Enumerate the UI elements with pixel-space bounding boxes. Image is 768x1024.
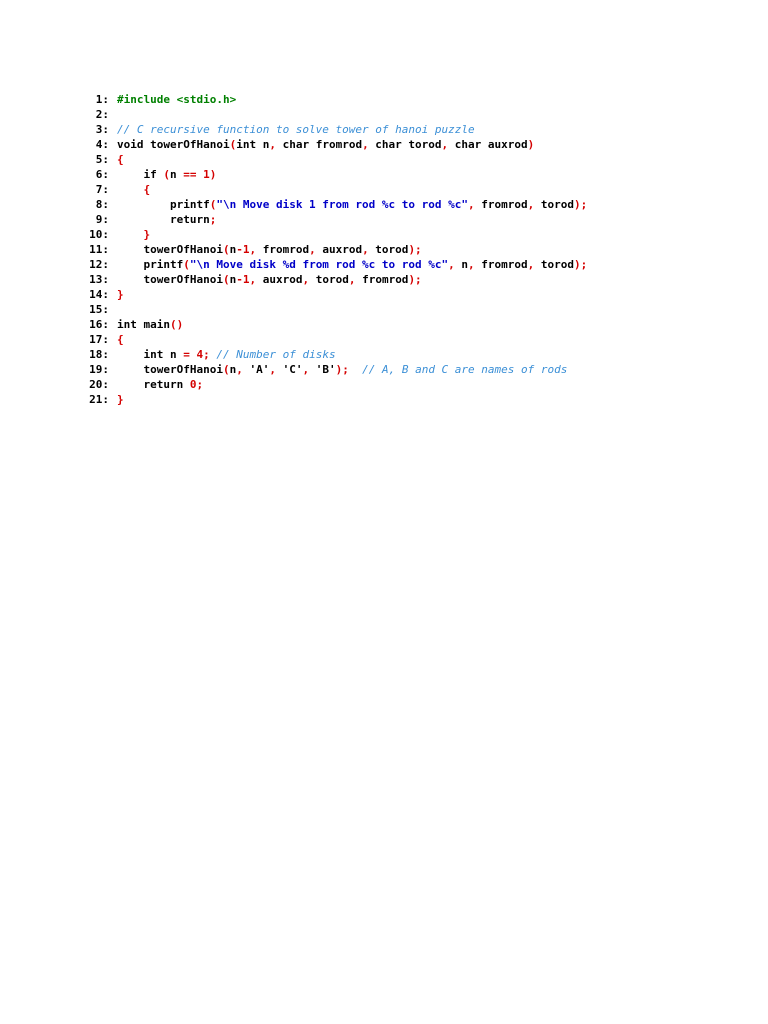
code-token: ( <box>183 258 190 271</box>
code-line <box>85 92 725 107</box>
line-number: 19: <box>89 363 109 376</box>
code-token: { <box>117 333 124 346</box>
code-token: if <box>117 168 164 181</box>
code-token: ); <box>335 363 349 376</box>
code-text <box>117 317 183 332</box>
line-number: 14: <box>89 288 109 301</box>
code-token: { <box>143 183 151 196</box>
code-token <box>117 183 144 196</box>
code-token: , <box>302 273 310 286</box>
code-token: - <box>236 243 243 256</box>
code-text <box>117 197 587 212</box>
line-number: 3: <box>95 123 109 136</box>
code-token: } <box>117 393 124 406</box>
code-text <box>117 287 124 302</box>
line-number: 20: <box>89 378 109 391</box>
code-line <box>85 302 725 317</box>
code-token: , <box>269 138 276 151</box>
code-token: fromrod <box>355 273 409 286</box>
code-line <box>85 182 725 197</box>
line-number: 4: <box>95 138 109 151</box>
code-token: fromrod <box>474 198 528 211</box>
code-token: char fromrod <box>275 138 363 151</box>
code-token: , <box>448 258 455 271</box>
code-text <box>117 227 150 242</box>
code-token: } <box>143 228 151 241</box>
code-token: auxrod <box>256 273 303 286</box>
code-token: ) <box>209 168 217 181</box>
code-line <box>85 347 725 362</box>
code-token: , <box>468 258 475 271</box>
code-token: 1 <box>242 273 250 286</box>
code-text <box>117 167 216 182</box>
code-token: ); <box>574 258 588 271</box>
code-token: , <box>269 363 276 376</box>
code-token: ) <box>527 138 535 151</box>
code-text <box>117 212 216 227</box>
line-number: 6: <box>95 168 109 181</box>
line-number: 1: <box>95 93 109 106</box>
code-token: fromrod <box>256 243 310 256</box>
line-number: 12: <box>89 258 109 271</box>
code-token: n <box>229 273 237 286</box>
code-token: towerOfHanoi <box>117 273 223 286</box>
code-token: n <box>169 168 184 181</box>
line-number: 13: <box>89 273 109 286</box>
code-token: // Number of disks <box>209 348 336 361</box>
line-number: 21: <box>89 393 109 406</box>
line-number: 11: <box>89 243 109 256</box>
code-token: ; <box>209 213 217 226</box>
line-number: 17: <box>89 333 109 346</box>
code-text <box>117 377 203 392</box>
code-token: ( <box>163 168 170 181</box>
code-line <box>85 287 725 302</box>
code-text <box>117 137 534 152</box>
code-line <box>85 227 725 242</box>
code-token: #include <stdio.h> <box>117 93 237 106</box>
code-line <box>85 272 725 287</box>
code-token: , <box>527 258 535 271</box>
code-line <box>85 257 725 272</box>
code-text <box>117 92 236 107</box>
line-number: 10: <box>89 228 109 241</box>
code-token: torod <box>368 243 409 256</box>
code-text <box>117 332 124 347</box>
code-token: towerOfHanoi <box>117 363 223 376</box>
code-text <box>117 152 124 167</box>
code-token: return <box>117 378 190 391</box>
code-token: torod <box>534 258 574 271</box>
code-line <box>85 137 725 152</box>
line-number: 5: <box>95 153 109 166</box>
code-token: , <box>236 363 243 376</box>
code-line <box>85 167 725 182</box>
code-token: == <box>183 168 197 181</box>
code-line <box>85 317 725 332</box>
code-token: torod <box>309 273 349 286</box>
code-text <box>117 182 150 197</box>
line-number: 16: <box>89 318 109 331</box>
line-number: 18: <box>89 348 109 361</box>
code-token: , <box>249 273 257 286</box>
code-token: "\n Move disk 1 from rod %c to rod %c" <box>216 198 469 211</box>
code-text <box>117 272 422 287</box>
line-number: 15: <box>89 303 109 316</box>
code-token: char torod <box>368 138 442 151</box>
code-token: , <box>309 243 316 256</box>
code-token: ); <box>408 243 422 256</box>
code-token: int n <box>236 138 270 151</box>
code-line <box>85 362 725 377</box>
code-token: n <box>229 363 237 376</box>
code-token: torod <box>534 198 574 211</box>
line-number: 9: <box>95 213 109 226</box>
code-token: 1 <box>203 168 210 181</box>
code-token: auxrod <box>315 243 363 256</box>
code-token: () <box>169 318 184 331</box>
code-line <box>85 392 725 407</box>
code-line <box>85 212 725 227</box>
code-token: n <box>454 258 469 271</box>
code-token: n <box>229 243 237 256</box>
code-token: } <box>117 288 124 301</box>
code-line <box>85 242 725 257</box>
code-token: 'A' <box>242 363 270 376</box>
code-line <box>85 152 725 167</box>
code-token: ; <box>203 348 210 361</box>
code-listing <box>85 92 725 407</box>
code-token: ( <box>222 273 230 286</box>
code-token: , <box>441 138 449 151</box>
code-line <box>85 197 725 212</box>
code-line <box>85 122 725 137</box>
code-text <box>117 347 336 362</box>
line-number: 8: <box>95 198 109 211</box>
code-token: char auxrod <box>448 138 528 151</box>
code-token: "\n Move disk %d from rod %c to rod %c" <box>189 258 449 271</box>
code-text <box>117 362 567 377</box>
code-token: ( <box>222 243 230 256</box>
code-token: 'C' <box>275 363 303 376</box>
code-token: void towerOfHanoi <box>117 138 230 151</box>
code-token: ( <box>222 363 230 376</box>
code-token: int n <box>117 348 184 361</box>
code-token: return <box>117 213 210 226</box>
code-token: , <box>527 198 535 211</box>
code-token: // A, B and C are names of rods <box>348 363 568 376</box>
code-line <box>85 107 725 122</box>
code-token: = <box>183 348 190 361</box>
code-line <box>85 377 725 392</box>
code-token: // C recursive function to solve tower of hanoi puzzle <box>117 123 475 136</box>
line-number: 7: <box>95 183 109 196</box>
code-text <box>117 257 587 272</box>
code-token: , <box>302 363 310 376</box>
line-number: 2: <box>95 108 109 121</box>
code-text <box>117 242 422 257</box>
code-token: fromrod <box>474 258 528 271</box>
code-token: ( <box>229 138 237 151</box>
code-token: towerOfHanoi <box>117 243 223 256</box>
code-token: 0 <box>189 378 197 391</box>
code-token: ( <box>209 198 217 211</box>
code-token: , <box>362 138 369 151</box>
code-token: printf <box>117 258 184 271</box>
code-line <box>85 332 725 347</box>
code-token: { <box>117 153 124 166</box>
code-token: , <box>348 273 356 286</box>
code-token: , <box>468 198 475 211</box>
code-token: 'B' <box>309 363 336 376</box>
code-token: ); <box>574 198 588 211</box>
code-text <box>117 122 475 137</box>
code-token: 1 <box>242 243 250 256</box>
code-text <box>117 392 124 407</box>
code-token: printf <box>117 198 210 211</box>
code-token: - <box>236 273 243 286</box>
code-token: ); <box>408 273 422 286</box>
code-token: 4 <box>196 348 204 361</box>
code-token: int main <box>117 318 170 331</box>
code-token <box>117 228 144 241</box>
code-token: , <box>249 243 257 256</box>
code-token: , <box>362 243 369 256</box>
code-token: ; <box>196 378 204 391</box>
